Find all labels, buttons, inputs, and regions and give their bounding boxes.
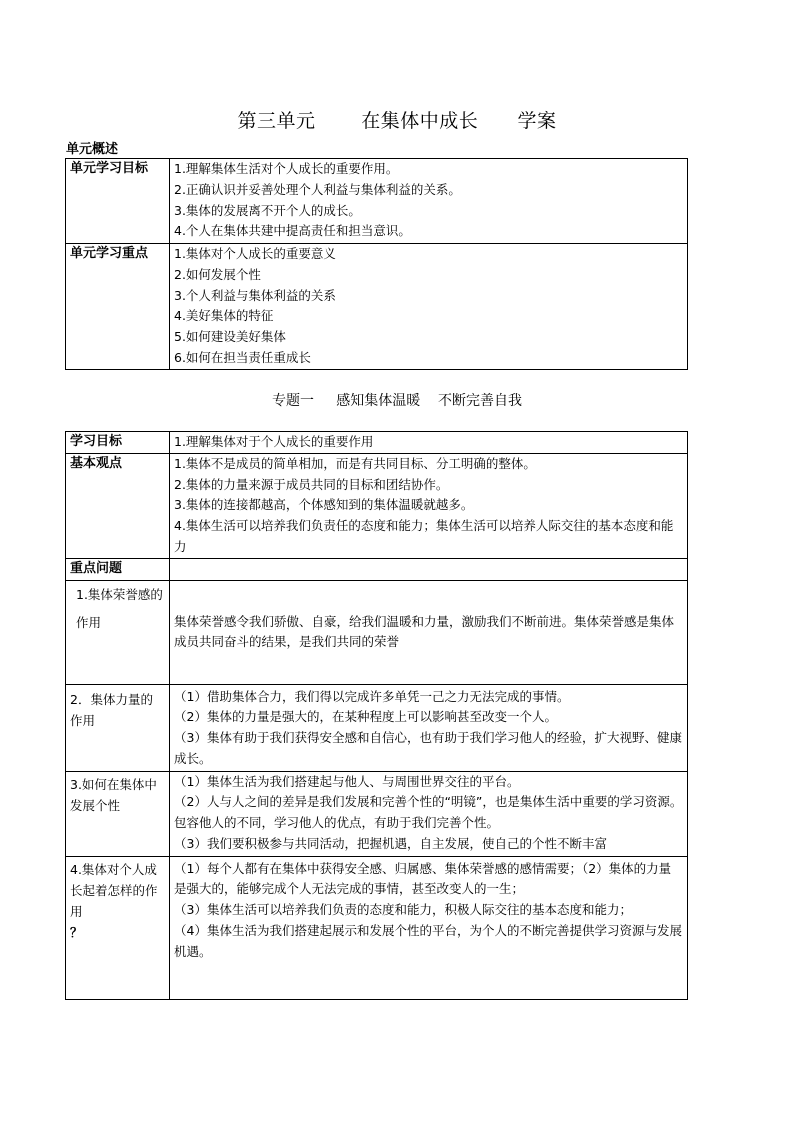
views-row [66,453,688,558]
goal-row [66,432,688,454]
q4-label-cell [66,856,170,999]
view-item: 3.集体的连接都越高，个体感知到的集体温暖就越多。 [174,497,474,513]
goal-item: 1.理解集体生活对个人成长的重要作用。 [174,161,399,176]
q4-answer-cell [170,856,688,999]
key-row [66,558,688,580]
q1-answer: 集体荣誉感令我们骄傲、自豪，给我们温暖和力量，激励我们不断前进。集体荣誉感是集体成员共同奋斗的结果，是我们共同的荣誉 [174,613,675,650]
view-item: 2.集体的力量来源于成员共同的目标和团结协作。 [174,476,449,492]
q4-row [66,856,688,999]
overview-table [65,158,688,370]
q2-answer: （1）借助集体合力，我们得以完成许多单凭一己之力无法完成的事情。 [174,688,570,704]
topic-title: 专题一 感知集体温暖 不断完善自我 [271,393,523,409]
view-item: 1.集体不是成员的简单相加，而是有共同目标、分工明确的整体。 [174,455,536,471]
focus-item: 2.如何发展个性 [174,266,261,282]
q1-label [66,580,170,684]
topic-table [65,431,688,1000]
q3-answer: （3）我们要积极参与共同活动，把握机遇，自主发展，使自己的个性不断丰富 [174,835,607,851]
q3-row [66,771,688,856]
goal-item: 4.个人在集体共建中提高责任和担当意识。 [174,223,411,239]
q2-row [66,684,688,771]
focus-label: 单元学习重点 [66,244,170,370]
q3-answer: （1）集体生活为我们搭建起与他人、与周围世界交往的平台。 [174,773,520,789]
goal-label: 学习目标 [66,432,170,454]
q4-answer: （3）集体生活可以培养我们负责的态度和能力，积极人际交往的基本态度和能力； [174,902,632,918]
document-title: 第三单元 在集体中成长 学案 [237,110,557,132]
q2-answer: （3）集体有助于我们获得安全感和自信心，也有助于我们学习他人的经验，扩大视野、健康成长。 [174,730,682,766]
focus-item: 4.美好集体的特征 [174,308,274,324]
focus-item: 1.集体对个人成长的重要意义 [174,246,336,261]
goals-cell [170,159,688,244]
key-label: 重点问题 [66,558,170,580]
q2-answer-cell [170,684,688,771]
views-cell [170,453,688,558]
q4-answer: （1）每个人都有在集体中获得安全感、归属感、集体荣誉感的感情需要；（2）集体的力量是强大的，能够完成个人无法完成的事情，甚至改变人的一生； [174,860,672,897]
goal-item: 2.正确认识并妥善处理个人利益与集体利益的关系。 [174,181,461,197]
q4-mark: ？ [70,924,83,940]
focus-row [66,244,688,370]
goals-label: 单元学习目标 [66,159,170,244]
q3-answer: （2）人与人之间的差异是我们发展和完善个性的“明镜”，也是集体生活中重要的学习资源。包容他人的不同，学习他人的优点，有助于我们完善个性。 [174,794,683,831]
q4-answer: （4）集体生活为我们搭建起展示和发展个性的平台，为个人的不断完善提供学习资源与发展机遇。 [174,922,682,959]
q3-label: 3.如何在集体中发展个性 [66,771,170,856]
goal-item: 3.集体的发展离不开个人的成长。 [174,202,361,218]
views-label: 基本观点 [66,453,170,558]
q1-label-text: 1.集体荣誉感的作用 [76,586,163,630]
focus-item: 5.如何建设美好集体 [174,329,286,345]
focus-cell [170,244,688,370]
q1-row [66,580,688,684]
focus-item: 3.个人利益与集体利益的关系 [174,287,336,303]
goal-cell: 1.理解集体对于个人成长的重要作用 [170,432,688,454]
goals-row [66,159,688,244]
q1-answer-cell [170,580,688,684]
q2-label: 2．集体力量的作用 [66,684,170,771]
key-empty-cell [170,558,688,580]
overview-label: 单元概述 [66,142,119,157]
q2-answer: （2）集体的力量是强大的，在某种程度上可以影响甚至改变一个人。 [174,709,557,725]
view-item: 4.集体生活可以培养我们负责任的态度和能力；集体生活可以培养人际交往的基本态度和能力 [174,518,674,554]
q4-label: 4.集体对个人成长起着怎样的作用 [70,861,158,919]
q3-answer-cell [170,771,688,856]
focus-item: 6.如何在担当责任重成长 [174,349,311,365]
